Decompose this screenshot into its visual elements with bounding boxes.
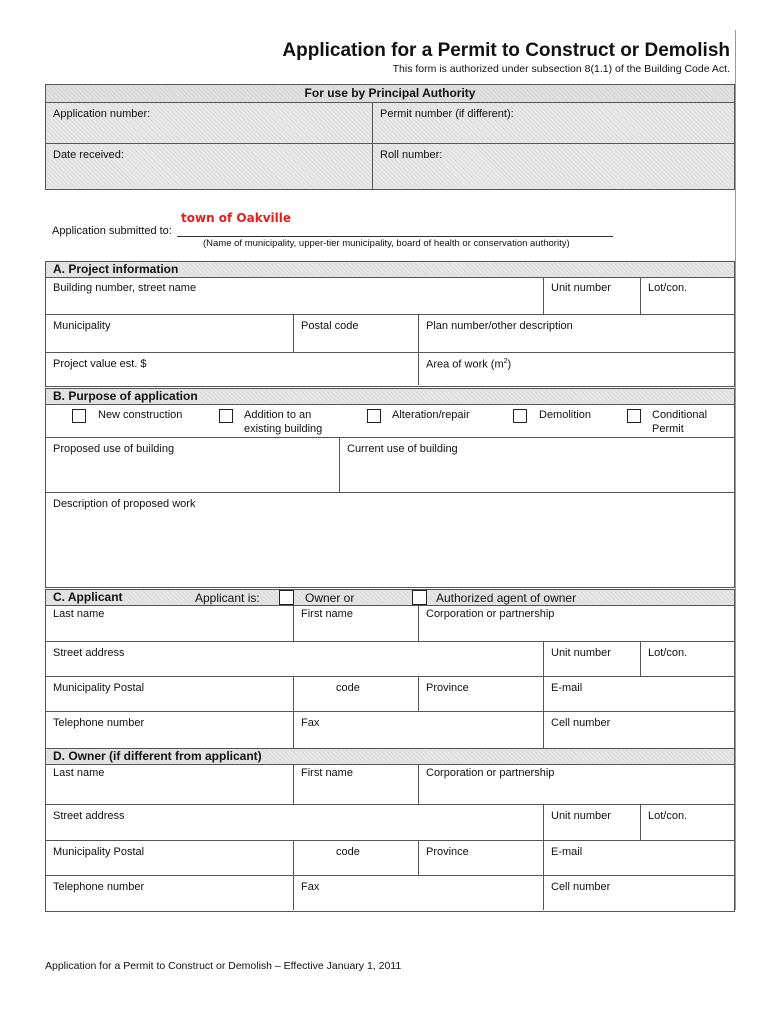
agent-label: Authorized agent of owner — [436, 591, 577, 605]
d-lot-con-field[interactable] — [641, 805, 734, 841]
d-municipality-field[interactable] — [46, 841, 294, 876]
lot-con-field[interactable] — [641, 277, 734, 315]
roll-number-field[interactable] — [373, 144, 734, 189]
plan-number-field[interactable] — [419, 315, 734, 353]
c-lot-con-label: Lot/con. — [648, 647, 688, 659]
section-a-heading: A. Project information — [45, 261, 735, 278]
applicant-is-label: Applicant is: — [195, 591, 260, 605]
d-unit-number-label: Unit number — [551, 810, 611, 822]
c-fax-field[interactable] — [294, 712, 544, 749]
principal-authority-heading: For use by Principal Authority — [45, 84, 735, 102]
description-label: Description of proposed work — [53, 498, 196, 510]
addition-label-line2: existing building — [244, 423, 323, 435]
section-c-heading — [45, 589, 735, 606]
c-province-field[interactable] — [419, 677, 544, 712]
d-last-name-field[interactable] — [46, 764, 294, 805]
d-province-field[interactable] — [419, 841, 544, 876]
plan-number-label: Plan number/other description — [426, 320, 573, 332]
c-first-name-label: First name — [301, 608, 353, 620]
d-municipality-postal-label: Municipality Postal — [53, 846, 145, 858]
c-email-field[interactable] — [544, 677, 734, 712]
current-use-field[interactable] — [340, 438, 734, 493]
description-field[interactable] — [46, 493, 734, 586]
form-subtitle: This form is authorized under subsection 8(1.1) of the Building Code Act. — [392, 63, 730, 75]
project-value-label: Project value est. $ — [53, 358, 147, 370]
current-use-label: Current use of building — [347, 443, 458, 455]
alteration-checkbox[interactable] — [367, 409, 381, 423]
owner-checkbox[interactable] — [279, 590, 294, 605]
d-first-name-label: First name — [301, 767, 353, 779]
c-first-name-field[interactable] — [294, 605, 419, 642]
c-unit-number-label: Unit number — [551, 647, 611, 659]
c-code-label: code — [336, 682, 360, 694]
conditional-permit-label-line2: Permit — [652, 423, 684, 435]
c-postal-code-field[interactable] — [294, 677, 419, 712]
lot-con-label: Lot/con. — [648, 282, 688, 294]
addition-label-line1: Addition to an — [244, 409, 312, 421]
c-municipality-field[interactable] — [46, 677, 294, 712]
form-title: Application for a Permit to Construct or Demolish — [282, 40, 730, 61]
d-telephone-field[interactable] — [46, 876, 294, 910]
postal-code-field[interactable] — [294, 315, 419, 353]
c-unit-number-field[interactable] — [544, 642, 641, 677]
d-code-label: code — [336, 846, 360, 858]
agent-checkbox[interactable] — [412, 590, 427, 605]
unit-number-label: Unit number — [551, 282, 611, 294]
c-cell-field[interactable] — [544, 712, 734, 749]
c-street-address-field[interactable] — [46, 642, 544, 677]
section-b-heading: B. Purpose of application — [45, 388, 735, 405]
section-b-box — [45, 404, 735, 588]
conditional-permit-checkbox[interactable] — [627, 409, 641, 423]
section-d-box — [45, 764, 735, 912]
c-corporation-label: Corporation or partnership — [426, 608, 555, 620]
proposed-use-label: Proposed use of building — [53, 443, 175, 455]
building-number-label: Building number, street name — [53, 282, 197, 294]
d-email-label: E-mail — [551, 846, 583, 858]
municipality-label: Municipality — [53, 320, 111, 332]
section-a-box — [45, 277, 735, 387]
application-number-field[interactable] — [46, 103, 373, 144]
c-last-name-field[interactable] — [46, 605, 294, 642]
permit-number-field[interactable] — [373, 103, 734, 144]
page-footer: Application for a Permit to Construct or Demolish – Effective January 1, 2011 — [45, 960, 402, 972]
conditional-permit-label-line1: Conditional — [652, 409, 708, 421]
page-edge-line — [735, 30, 736, 910]
d-telephone-label: Telephone number — [53, 881, 145, 893]
c-municipality-postal-label: Municipality Postal — [53, 682, 145, 694]
demolition-label: Demolition — [539, 409, 591, 421]
d-last-name-label: Last name — [53, 767, 105, 779]
permit-number-label: Permit number (if different): — [380, 108, 514, 120]
c-telephone-field[interactable] — [46, 712, 294, 749]
c-email-label: E-mail — [551, 682, 583, 694]
d-cell-label: Cell number — [551, 881, 611, 893]
d-street-address-field[interactable] — [46, 805, 544, 841]
c-corporation-field[interactable] — [419, 605, 734, 642]
proposed-use-field[interactable] — [46, 438, 340, 493]
d-postal-code-field[interactable] — [294, 841, 419, 876]
new-construction-checkbox[interactable] — [72, 409, 86, 423]
submitted-to-line — [177, 236, 613, 237]
d-email-field[interactable] — [544, 841, 734, 876]
section-c-box — [45, 605, 735, 751]
date-received-field[interactable] — [46, 144, 373, 189]
d-province-label: Province — [426, 846, 469, 858]
c-telephone-label: Telephone number — [53, 717, 145, 729]
submitted-to-note: (Name of municipality, upper-tier municipality, board of health or conservation authority) — [203, 238, 570, 249]
section-c-title: C. Applicant — [53, 590, 123, 604]
section-d-heading: D. Owner (if different from applicant) — [45, 748, 735, 765]
alteration-label: Alteration/repair — [392, 409, 470, 421]
c-lot-con-field[interactable] — [641, 642, 734, 677]
unit-number-field[interactable] — [544, 277, 641, 315]
date-received-label: Date received: — [53, 149, 124, 161]
d-unit-number-field[interactable] — [544, 805, 641, 841]
area-of-work-label: Area of work $(m^2)$ — [426, 358, 512, 371]
addition-checkbox[interactable] — [219, 409, 233, 423]
application-number-label: Application number: — [53, 108, 151, 120]
d-first-name-field[interactable] — [294, 764, 419, 805]
d-corporation-field[interactable] — [419, 764, 734, 805]
c-province-label: Province — [426, 682, 469, 694]
d-fax-field[interactable] — [294, 876, 544, 910]
principal-authority-box — [45, 102, 735, 190]
postal-code-label: Postal code — [301, 320, 359, 332]
submitted-to-label: Application submitted to: — [52, 225, 172, 237]
owner-or-label: Owner or — [305, 591, 355, 605]
d-cell-field[interactable] — [544, 876, 734, 910]
submitted-to-value[interactable]: town of Oakville — [181, 211, 292, 225]
roll-number-label: Roll number: — [380, 149, 443, 161]
d-corporation-label: Corporation or partnership — [426, 767, 555, 779]
demolition-checkbox[interactable] — [513, 409, 527, 423]
municipality-field[interactable] — [46, 315, 294, 353]
d-lot-con-label: Lot/con. — [648, 810, 688, 822]
d-fax-label: Fax — [301, 881, 320, 893]
c-fax-label: Fax — [301, 717, 320, 729]
building-number-field[interactable] — [46, 277, 544, 315]
area-of-work-field[interactable] — [419, 353, 734, 385]
c-cell-label: Cell number — [551, 717, 611, 729]
purpose-options-row — [46, 404, 734, 438]
d-street-address-label: Street address — [53, 810, 125, 822]
c-street-address-label: Street address — [53, 647, 125, 659]
project-value-field[interactable] — [46, 353, 419, 385]
new-construction-label: New construction — [98, 409, 183, 421]
c-last-name-label: Last name — [53, 608, 105, 620]
